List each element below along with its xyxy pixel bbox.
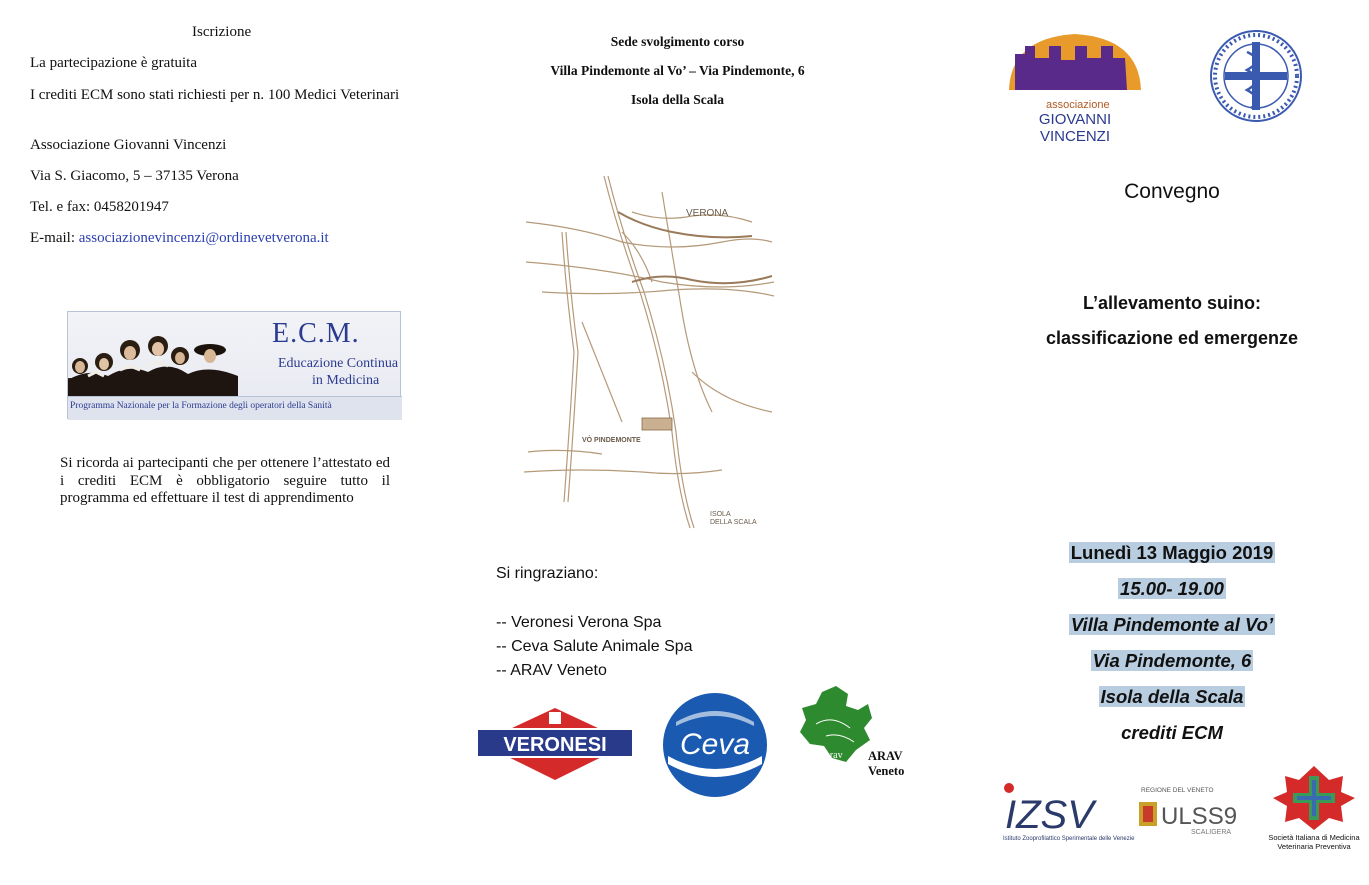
veterinary-order-seal [1207,28,1305,124]
venue-town: Isola della Scala [630,92,724,107]
registration-credits-line: I crediti ECM sono stati richiesti per n. 100 Medici Veterinari [30,87,400,103]
ecm-logo-band [68,396,402,420]
map-villa-marker [642,418,672,430]
registration-title: Iscrizione [192,24,252,40]
right-panel [975,0,1369,885]
ulss-subtitle: SCALIGERA [1191,829,1232,836]
venue-title: Sede svolgimento corso [610,34,745,49]
event-kind: Convegno [1124,180,1220,203]
svg-text:IZSV: IZSV [1005,793,1094,837]
ecm-logo-subtitle-2: in Medicina [312,373,380,388]
veronesi-logo-text: VERONESI [503,734,607,756]
association-email-line [30,229,430,248]
izs-logo [1001,778,1135,852]
ecm-logo-title: E.C.M. [272,318,360,349]
ecm-logo [67,311,401,419]
thanks-title: Si ringraziano: [496,565,599,582]
association-address: Via S. Giacomo, 5 – 37135 Verona [30,168,239,184]
event-place-2-text: Via Pindemonte, 6 [1092,650,1252,671]
map-label-verona: VERONA [686,208,729,219]
arav-logo-text: arav [825,750,843,761]
event-place-3-text: Isola della Scala [1100,686,1244,707]
email-link[interactable]: associazionevincenzi@ordinevetverona.it [78,230,329,246]
thanks-item-arav: -- ARAV Veneto [496,662,607,679]
event-place-1 [975,614,1369,636]
event-place-3 [975,686,1369,708]
middle-panel [460,0,905,885]
ecm-logo-subtitle-1: Educazione Continua [278,356,399,371]
arav-logo [796,684,876,764]
event-time-text: 15.00- 19.00 [1120,578,1224,599]
association-name: Associazione Giovanni Vincenzi [30,137,227,153]
registration-free-line: La partecipazione è gratuita [30,55,197,71]
ulss-name: ULSS9 [1161,803,1238,830]
ecm-logo-footer: Programma Nazionale per la Formazione degli operatori della Sanità [70,401,332,411]
event-credits-text: crediti ECM [1121,722,1223,743]
left-panel [0,0,450,885]
email-label: E-mail: [30,230,79,246]
association-phone: Tel. e fax: 0458201947 [30,199,169,215]
thanks-item-ceva: -- Ceva Salute Animale Spa [496,638,693,655]
simvep-logo [1271,762,1357,832]
thanks-item-veronesi: -- Veronesi Verona Spa [496,614,662,631]
event-date [975,542,1369,564]
veronesi-logo [474,702,636,784]
ecm-people-illustration [68,320,238,400]
izs-logo-caption: Istituto Zooprofilattico Sperimentale delle Venezie [1003,836,1135,842]
event-place-2 [975,650,1369,672]
ulss-logo [1135,784,1245,840]
event-credits [975,722,1369,744]
simvep-caption: Società Italiana di Medicina Veterinaria Preventiva [1268,833,1360,851]
venue-address: Villa Pindemonte al Vo’ – Via Pindemonte, 6 [550,63,805,78]
ceva-logo-text: Ceva [679,728,751,761]
association-logo-line-2: GIOVANNI VINCENZI [1038,111,1112,145]
map-label-isola-2: DELLA SCALA [710,519,757,526]
location-map [522,172,778,532]
event-place-1-text: Villa Pindemonte al Vo’ [1070,614,1274,635]
arav-label: ARAV Veneto [868,749,905,778]
ulss-region-text: REGIONE DEL VENETO [1141,787,1214,794]
event-date-text: Lunedì 13 Maggio 2019 [1070,542,1274,563]
association-logo-line-1: associazione [1046,99,1110,111]
ceva-logo [660,690,770,800]
event-title-line-1: L’allevamento suino: [1082,293,1262,313]
event-time [975,578,1369,600]
ecm-reminder-text: Si ricorda ai partecipanti che per ottenere l’attestato ed i crediti ECM è obbligatorio seguire tutto il programma ed effettuare il test di apprendimento [60,455,390,506]
map-label-isola-1: ISOLA [710,511,731,518]
event-title-line-2: classificazione ed emergenze [1045,328,1299,348]
map-label-vo-pindemonte: VÒ PINDEMONTE [582,437,641,444]
